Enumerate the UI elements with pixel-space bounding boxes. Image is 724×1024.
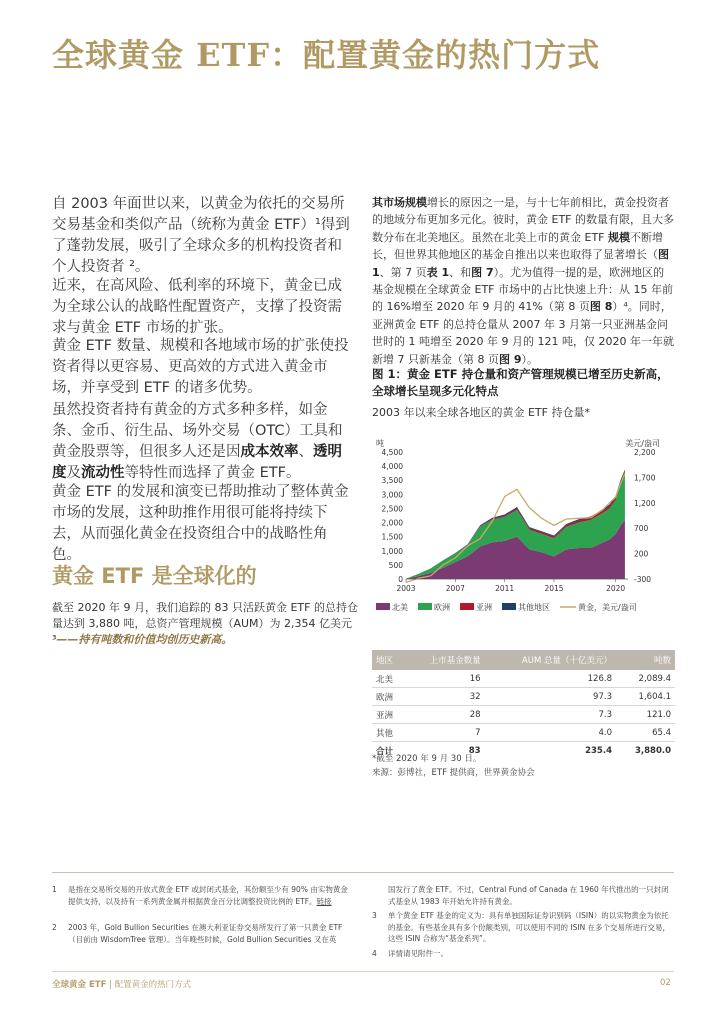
text: 不断增长，但世界其他地区的基金自推出以来也取得了显著增长（ xyxy=(372,230,663,262)
left-tick-label: 500 xyxy=(388,560,403,570)
figure-ref: 图 1 xyxy=(372,248,669,279)
section-heading: 黄金 ETF 是全球化的 xyxy=(52,564,257,588)
bold: 规模 xyxy=(608,230,630,244)
legend-swatch xyxy=(418,603,432,610)
cell: 126.8 xyxy=(485,670,616,688)
cell: 121.0 xyxy=(616,706,675,724)
footnote-divider xyxy=(52,872,674,873)
bold-transparency: 透明度 xyxy=(52,444,342,481)
legend-label: 欧洲 xyxy=(434,603,450,612)
page-number: 02 xyxy=(660,978,671,988)
footer-brand: 全球黄金 ETF xyxy=(52,980,107,990)
text: 虽然投资者持有黄金的方式多种多样，如金条、金币、衍生品、场外交易（OTC）工具和黄金股票等，但很多人还是因 xyxy=(52,402,343,460)
paragraph-evolution: 黄金 ETF 的发展和演变已帮助推动了整体黄金市场的发展，这种助推作用很可能将持续下去，从而强化黄金在投资组合中的战略性角色。 xyxy=(52,484,349,563)
text: 等特性而选择了黄金 ETF。 xyxy=(124,465,301,481)
text: 截至 2020 年 9 月，我们追踪的 83 只活跃黄金 ETF 的总持仓量达到 3,880 吨，总资产管理规模（AUM）为 2,354 亿美元 ³ xyxy=(52,601,358,646)
table-row xyxy=(372,724,675,742)
footer xyxy=(52,978,191,990)
text: 、 xyxy=(298,444,313,460)
footnote-number: 3 xyxy=(372,911,377,920)
left-tick-label: 1,000 xyxy=(381,546,403,556)
left-tick-label: 3,500 xyxy=(381,476,403,486)
cell: 235.4 xyxy=(485,742,616,760)
cell: 65.4 xyxy=(616,724,675,742)
legend-swatch xyxy=(460,603,474,610)
text: 增长的原因之一是，与十七年前相比，黄金投资者的地域分布更加多元化。彼时，黄金 ETF 的数量有限，且大多数分布在北美地区。虽然在北美上市的黄金 ETF xyxy=(372,196,674,244)
x-tick-label: 2015 xyxy=(544,584,564,593)
paragraph-access: 黄金 ETF 数量、规模和各地域市场的扩张使投资者得以更容易、更高效的方式进入黄金市场，并享受到 ETF 的诸多优势。 xyxy=(52,338,349,396)
right-tick-label: 2,200 xyxy=(634,448,656,457)
table-ref: 表 1 xyxy=(426,265,450,279)
footnote xyxy=(372,910,674,945)
left-tick-label: 2,500 xyxy=(381,504,403,514)
left-axis-label: 吨 xyxy=(376,439,384,448)
table-notes xyxy=(372,752,535,780)
col-aum: AUM 总量（十亿美元） xyxy=(485,650,616,670)
bold-liquidity: 流动性 xyxy=(81,465,125,481)
footnote-text: 国发行了黄金 ETF。不过，Central Fund of Canada 在 1960 年代推出的一只封闭式基金从 1983 年开始允许持有黄金。 xyxy=(388,885,669,906)
bold-cost-efficiency: 成本效率 xyxy=(240,444,299,460)
legend-swatch xyxy=(376,603,390,610)
left-tick-label: 3,000 xyxy=(381,490,403,500)
footnote-text: 详情请见附件一。 xyxy=(388,949,448,958)
footnote xyxy=(52,922,352,945)
figure-ref: 图 7 xyxy=(471,265,494,279)
text: ）⁴。同时，亚洲黄金 ETF 的总持仓量从 2007 年 3 月第一只亚洲基金问世时的 1 吨增至 2020 年 9 月的 121 吨，仅 2020 年一年就新增 7 只新基金（第 8 页 xyxy=(372,300,674,366)
legend-label: 黄金，美元/盎司 xyxy=(578,603,637,612)
figure-ref: 图 9 xyxy=(498,352,522,366)
table-row xyxy=(372,706,675,724)
legend-label: 北美 xyxy=(392,603,408,612)
cell: 16 xyxy=(406,670,485,688)
footnote xyxy=(372,948,674,960)
cell: 7.3 xyxy=(485,706,616,724)
cell: 97.3 xyxy=(485,688,616,706)
x-tick-label: 2003 xyxy=(396,584,416,593)
page-title: 全球黄金 ETF：配置黄金的热门方式 xyxy=(52,36,601,74)
table-note-source: 来源：彭博社，ETF 提供商，世界黄金协会 xyxy=(372,768,535,778)
table-row xyxy=(372,688,675,706)
cell: 32 xyxy=(406,688,485,706)
footnote-link[interactable]: 链接 xyxy=(316,896,332,906)
footnote xyxy=(52,884,352,907)
right-tick-label: 200 xyxy=(634,549,649,559)
legend-swatch xyxy=(502,603,516,610)
legend-label: 亚洲 xyxy=(476,603,492,612)
col-funds: 上市基金数量 xyxy=(406,650,485,670)
text: ）。尤为值得一提的是，欧洲地区的基金规模在全球黄金 ETF 市场中的占比快速上升：从 15 年前的 16%增至 2020 年 9 月的 41%（第 8 页 xyxy=(372,265,673,314)
x-tick-label: 2020 xyxy=(606,584,626,593)
table-row xyxy=(372,670,675,688)
cell: 欧洲 xyxy=(372,688,406,706)
figure-ref: 图 8 xyxy=(589,300,613,314)
footnote xyxy=(372,884,674,907)
highlight-text: ——持有吨数和价值均创历史新高。 xyxy=(56,633,233,646)
cell: 1,604.1 xyxy=(616,688,675,706)
text: 、第 7 页 xyxy=(379,265,427,279)
cell: 2,089.4 xyxy=(616,670,675,688)
text: 、和 xyxy=(449,265,472,279)
figure-title: 图 1：黄金 ETF 持仓量和资产管理规模已增至历史新高，全球增长呈现多元化特点 xyxy=(372,367,669,398)
footer-divider xyxy=(52,971,674,972)
right-paragraph xyxy=(372,194,674,368)
footer-separator: | xyxy=(109,980,112,990)
intro-paragraph: 自 2003 年面世以来，以黄金为依托的交易所交易基金和类似产品（统称为黄金 ETF）¹得到了蓬勃发展，吸引了全球众多的机构投资者和个人投资者 ²。 xyxy=(52,196,350,275)
footnote-text: 单个黄金 ETF 基金的定义为：具有单独国际证券识别码（ISIN）的以实物黄金为依托的基金。有些基金具有多个份额类别，可以使用不同的 ISIN 在多个交易所进行交易，这些 ISIN 合称为“基金系列”。 xyxy=(388,911,671,943)
holdings-table xyxy=(372,650,675,759)
figure-subtitle: 2003 年以来全球各地区的黄金 ETF 持仓量* xyxy=(372,406,590,419)
footnote-text: 2003 年，Gold Bullion Securities 在澳大利亚证券交易所发行了第一只黄金 ETF（目前由 WisdomTree 管理）。当年晚些时候，Gold Bullion Securities 又在英 xyxy=(68,923,343,944)
left-tick-label: 1,500 xyxy=(381,532,403,542)
footnote-number: 1 xyxy=(52,885,57,894)
footnote-text: 是指在交易所交易的开放式黄金 ETF 或封闭式基金，其份额至少有 90% 由实物黄金提供支持，以及持有一系列黄金属并根据黄金百分比调整投资比例的 ETF。 xyxy=(68,885,348,906)
cell: 7 xyxy=(406,724,485,742)
col-tonnes: 吨数 xyxy=(616,650,675,670)
section-body xyxy=(52,600,358,648)
cell: 3,880.0 xyxy=(616,742,675,760)
left-tick-label: 2,000 xyxy=(381,518,403,528)
text: 及 xyxy=(66,465,81,481)
footnote-number: 2 xyxy=(52,923,57,932)
right-tick-label: 700 xyxy=(634,524,649,534)
right-tick-label: 1,200 xyxy=(634,498,656,508)
bold: 其市场规模 xyxy=(372,196,427,209)
paragraph-attributes xyxy=(52,400,352,484)
cell: 4.0 xyxy=(485,724,616,742)
cell: 28 xyxy=(406,706,485,724)
holdings-chart xyxy=(370,424,674,624)
left-tick-label: 4,500 xyxy=(381,448,403,457)
x-tick-label: 2007 xyxy=(445,584,465,593)
cell: 83 xyxy=(406,742,485,760)
legend-label: 其他地区 xyxy=(518,603,550,612)
right-tick-label: 1,700 xyxy=(634,473,656,483)
table-note-date: *截至 2020 年 9 月 30 日。 xyxy=(372,754,482,764)
footnote-number: 4 xyxy=(372,949,377,958)
col-region: 地区 xyxy=(372,650,406,670)
left-tick-label: 4,000 xyxy=(381,462,403,472)
footer-title: 配置黄金的热门方式 xyxy=(114,980,192,990)
text: ）。 xyxy=(521,352,538,366)
paragraph-demand: 近来，在高风险、低利率的环境下，黄金已成为全球公认的战略性配置资产，支撑了投资需求与黄金 ETF 市场的扩张。 xyxy=(52,278,342,336)
left-tick-label: 0 xyxy=(398,575,403,584)
table-header-row xyxy=(372,650,675,670)
x-tick-label: 2011 xyxy=(495,584,515,593)
cell: 其他 xyxy=(372,724,406,742)
cell: 亚洲 xyxy=(372,706,406,724)
cell: 北美 xyxy=(372,670,406,688)
cell: 合计 xyxy=(372,742,406,760)
right-axis-label: 美元/盎司 xyxy=(625,439,660,448)
right-tick-label: -300 xyxy=(634,575,652,584)
